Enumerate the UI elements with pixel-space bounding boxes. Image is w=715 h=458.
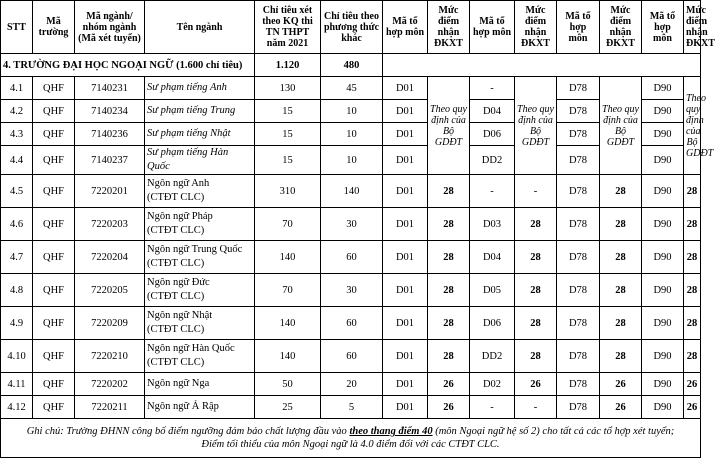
row-ma-to-hop-2: D05 xyxy=(470,274,515,307)
row-ten-nganh-line2: (CTĐT CLC) xyxy=(147,291,205,302)
row-ma-to-hop-4: D90 xyxy=(642,175,684,208)
row-ma-to-hop-2: D04 xyxy=(470,241,515,274)
row-ma-nganh: 7220204 xyxy=(75,241,145,274)
note-emphasis: theo thang điểm 40 xyxy=(349,426,433,437)
row-ma-to-hop-1: D01 xyxy=(383,146,428,175)
row-ten-nganh-line2: (CTĐT CLC) xyxy=(147,225,205,236)
row-chi-tieu-thpt: 25 xyxy=(255,396,321,419)
row-ma-to-hop-1: D01 xyxy=(383,396,428,419)
row-chi-tieu-thpt: 70 xyxy=(255,274,321,307)
header-ma-to-hop-3: Mã tổ hợp môn xyxy=(557,1,600,54)
row-stt: 4.10 xyxy=(1,340,33,373)
row-muc-diem-3: 28 xyxy=(600,175,642,208)
row-stt: 4.5 xyxy=(1,175,33,208)
row-ten-nganh xyxy=(145,100,255,123)
row-muc-diem-4: 28 xyxy=(684,274,701,307)
row-ma-to-hop-3: D78 xyxy=(557,340,600,373)
row-ten-nganh-line1: Sư phạm tiếng Trung xyxy=(147,105,236,116)
row-muc-diem-3: 28 xyxy=(600,208,642,241)
row-chi-tieu-khac: 10 xyxy=(321,100,383,123)
table-row xyxy=(1,146,701,175)
row-muc-diem-1: 26 xyxy=(428,396,470,419)
header-ma-truong: Mã trường xyxy=(33,1,75,54)
row-ten-nganh-line1: Ngôn ngữ Nhật xyxy=(147,310,213,321)
row-chi-tieu-khac: 60 xyxy=(321,241,383,274)
row-ten-nganh-line1: Ngôn ngữ Anh xyxy=(147,178,210,189)
row-ma-nganh: 7220205 xyxy=(75,274,145,307)
table-row xyxy=(1,208,701,241)
row-chi-tieu-thpt: 15 xyxy=(255,146,321,175)
row-ma-nganh: 7140231 xyxy=(75,77,145,100)
row-stt: 4.2 xyxy=(1,100,33,123)
row-ma-nganh: 7220203 xyxy=(75,208,145,241)
header-ma-to-hop-2: Mã tổ hợp môn xyxy=(470,1,515,54)
row-stt: 4.8 xyxy=(1,274,33,307)
header-chi-tieu-thpt: Chỉ tiêu xét theo KQ thi TN THPT năm 2021 xyxy=(255,1,321,54)
row-ten-nganh-line2: (CTĐT CLC) xyxy=(147,258,205,269)
row-ten-nganh xyxy=(145,208,255,241)
row-ten-nganh xyxy=(145,77,255,100)
row-ma-truong: QHF xyxy=(33,241,75,274)
row-ma-to-hop-3: D78 xyxy=(557,100,600,123)
row-ten-nganh xyxy=(145,146,255,175)
row-stt: 4.1 xyxy=(1,77,33,100)
row-ma-to-hop-4: D90 xyxy=(642,396,684,419)
row-ten-nganh xyxy=(145,241,255,274)
row-muc-diem-1: 28 xyxy=(428,208,470,241)
row-muc-diem-3: 26 xyxy=(600,396,642,419)
row-muc-diem-4: 28 xyxy=(684,340,701,373)
row-ma-nganh: 7140234 xyxy=(75,100,145,123)
row-chi-tieu-thpt: 70 xyxy=(255,208,321,241)
header-muc-diem-3: Mức điểm nhận ĐKXT xyxy=(600,1,642,54)
row-muc-diem-3: 28 xyxy=(600,241,642,274)
row-chi-tieu-khac: 5 xyxy=(321,396,383,419)
row-ma-to-hop-1: D01 xyxy=(383,274,428,307)
row-ten-nganh xyxy=(145,123,255,146)
row-ma-to-hop-3: D78 xyxy=(557,307,600,340)
row-chi-tieu-thpt: 15 xyxy=(255,123,321,146)
rule-text-4: Theo quy định của Bộ GDĐT xyxy=(684,77,701,175)
row-muc-diem-3: 26 xyxy=(600,373,642,396)
header-ma-to-hop-4: Mã tổ hợp môn xyxy=(642,1,684,54)
row-chi-tieu-thpt: 130 xyxy=(255,77,321,100)
row-chi-tieu-thpt: 140 xyxy=(255,241,321,274)
row-ma-to-hop-3: D78 xyxy=(557,274,600,307)
row-ma-to-hop-1: D01 xyxy=(383,77,428,100)
row-ma-to-hop-3: D78 xyxy=(557,77,600,100)
header-muc-diem-2: Mức điểm nhận ĐKXT xyxy=(515,1,557,54)
header-ma-nganh: Mã ngành/ nhóm ngành (Mã xét tuyển) xyxy=(75,1,145,54)
row-ma-nganh: 7140237 xyxy=(75,146,145,175)
row-stt: 4.12 xyxy=(1,396,33,419)
row-ma-truong: QHF xyxy=(33,307,75,340)
table-row xyxy=(1,175,701,208)
row-muc-diem-3: 28 xyxy=(600,340,642,373)
row-ma-to-hop-3: D78 xyxy=(557,241,600,274)
row-ma-nganh: 7220209 xyxy=(75,307,145,340)
row-chi-tieu-khac: 45 xyxy=(321,77,383,100)
row-muc-diem-2: 26 xyxy=(515,373,557,396)
row-chi-tieu-thpt: 310 xyxy=(255,175,321,208)
row-stt: 4.6 xyxy=(1,208,33,241)
row-chi-tieu-khac: 30 xyxy=(321,274,383,307)
row-chi-tieu-khac: 30 xyxy=(321,208,383,241)
row-ma-to-hop-2: DD2 xyxy=(470,146,515,175)
row-ma-to-hop-2: D06 xyxy=(470,123,515,146)
row-ma-to-hop-1: D01 xyxy=(383,373,428,396)
row-ma-to-hop-4: D90 xyxy=(642,123,684,146)
table-row xyxy=(1,396,701,419)
row-ten-nganh xyxy=(145,340,255,373)
section-row xyxy=(1,54,701,77)
note-line-2: Điểm tối thiểu của môn Ngoại ngữ là 4.0 điểm đối với các CTĐT CLC. xyxy=(201,439,500,450)
row-ma-to-hop-2: - xyxy=(470,77,515,100)
row-ma-truong: QHF xyxy=(33,396,75,419)
row-chi-tieu-khac: 20 xyxy=(321,373,383,396)
row-ma-nganh: 7140236 xyxy=(75,123,145,146)
row-ten-nganh-line2: (CTĐT CLC) xyxy=(147,357,205,368)
row-ma-to-hop-4: D90 xyxy=(642,77,684,100)
row-chi-tieu-khac: 10 xyxy=(321,123,383,146)
row-chi-tieu-thpt: 140 xyxy=(255,340,321,373)
row-ma-truong: QHF xyxy=(33,373,75,396)
section-title: 4. TRƯỜNG ĐẠI HỌC NGOẠI NGỮ (1.600 chỉ tiêu) xyxy=(1,54,255,77)
header-ma-to-hop-1: Mã tổ hợp môn xyxy=(383,1,428,54)
row-muc-diem-3: 28 xyxy=(600,307,642,340)
row-muc-diem-1: 28 xyxy=(428,307,470,340)
row-muc-diem-4: 28 xyxy=(684,175,701,208)
row-ma-truong: QHF xyxy=(33,208,75,241)
row-muc-diem-1: 28 xyxy=(428,274,470,307)
row-ma-nganh: 7220211 xyxy=(75,396,145,419)
row-ma-to-hop-4: D90 xyxy=(642,340,684,373)
note-line-1 xyxy=(3,425,698,438)
row-ten-nganh xyxy=(145,274,255,307)
row-ma-to-hop-3: D78 xyxy=(557,396,600,419)
row-ten-nganh-line1: Ngôn ngữ Ả Rập xyxy=(147,401,219,412)
row-ma-to-hop-3: D78 xyxy=(557,373,600,396)
row-muc-diem-2: 28 xyxy=(515,340,557,373)
row-chi-tieu-thpt: 15 xyxy=(255,100,321,123)
row-stt: 4.4 xyxy=(1,146,33,175)
row-chi-tieu-khac: 60 xyxy=(321,340,383,373)
row-ten-nganh-line1: Ngôn ngữ Trung Quốc xyxy=(147,244,243,255)
row-muc-diem-3: 28 xyxy=(600,274,642,307)
row-ten-nganh xyxy=(145,373,255,396)
row-chi-tieu-thpt: 140 xyxy=(255,307,321,340)
section-other: 480 xyxy=(321,54,383,77)
row-stt: 4.7 xyxy=(1,241,33,274)
row-ten-nganh xyxy=(145,396,255,419)
row-ten-nganh xyxy=(145,175,255,208)
row-chi-tieu-thpt: 50 xyxy=(255,373,321,396)
row-ma-to-hop-4: D90 xyxy=(642,274,684,307)
row-ma-to-hop-1: D01 xyxy=(383,100,428,123)
header-ten-nganh: Tên ngành xyxy=(145,1,255,54)
row-ma-to-hop-3: D78 xyxy=(557,146,600,175)
row-ma-to-hop-2: - xyxy=(470,175,515,208)
row-ma-to-hop-1: D01 xyxy=(383,307,428,340)
row-muc-diem-2: - xyxy=(515,396,557,419)
row-ma-to-hop-3: D78 xyxy=(557,123,600,146)
table-row xyxy=(1,123,701,146)
header-chi-tieu-khac: Chỉ tiêu theo phương thức khác xyxy=(321,1,383,54)
table-row xyxy=(1,77,701,100)
note-part2: (môn Ngoại ngữ hệ số 2) cho tất cả các tổ hợp xét tuyển; xyxy=(432,426,675,437)
row-muc-diem-2: 28 xyxy=(515,241,557,274)
row-ma-truong: QHF xyxy=(33,77,75,100)
row-ma-to-hop-4: D90 xyxy=(642,146,684,175)
row-ma-truong: QHF xyxy=(33,100,75,123)
row-ma-truong: QHF xyxy=(33,146,75,175)
row-muc-diem-2: 28 xyxy=(515,274,557,307)
row-ma-to-hop-4: D90 xyxy=(642,241,684,274)
row-ma-to-hop-2: D06 xyxy=(470,307,515,340)
row-ten-nganh-line1: Ngôn ngữ Hàn Quốc xyxy=(147,343,235,354)
row-ten-nganh-line1: Sư phạm tiếng Anh xyxy=(147,82,227,93)
rule-text-3: Theo quy định của Bộ GDĐT xyxy=(600,77,642,175)
row-ma-to-hop-2: D03 xyxy=(470,208,515,241)
row-ma-to-hop-4: D90 xyxy=(642,307,684,340)
row-chi-tieu-khac: 60 xyxy=(321,307,383,340)
row-ma-truong: QHF xyxy=(33,123,75,146)
row-muc-diem-1: 28 xyxy=(428,241,470,274)
row-ten-nganh-line1: Sư phạm tiếng Nhật xyxy=(147,128,231,139)
row-ma-to-hop-1: D01 xyxy=(383,340,428,373)
row-ma-to-hop-2: D04 xyxy=(470,100,515,123)
section-blank xyxy=(383,54,701,77)
table-row xyxy=(1,373,701,396)
row-muc-diem-4: 28 xyxy=(684,307,701,340)
row-ten-nganh-line1: Sư phạm tiếng Hàn Quốc xyxy=(147,147,229,172)
note-part1: Ghi chú: Trường ĐHNN công bố điểm ngưỡng đảm bảo chất lượng đầu vào xyxy=(26,426,350,437)
row-ma-to-hop-2: - xyxy=(470,396,515,419)
row-muc-diem-4: 26 xyxy=(684,396,701,419)
table-row xyxy=(1,340,701,373)
row-ma-truong: QHF xyxy=(33,175,75,208)
row-ma-nganh: 7220201 xyxy=(75,175,145,208)
table-row xyxy=(1,307,701,340)
row-ma-to-hop-1: D01 xyxy=(383,208,428,241)
row-ten-nganh xyxy=(145,307,255,340)
row-ma-to-hop-4: D90 xyxy=(642,373,684,396)
header-row xyxy=(1,1,701,54)
row-chi-tieu-khac: 140 xyxy=(321,175,383,208)
row-ten-nganh-line1: Ngôn ngữ Pháp xyxy=(147,211,213,222)
row-ma-nganh: 7220210 xyxy=(75,340,145,373)
table-body xyxy=(1,54,714,458)
row-ma-to-hop-4: D90 xyxy=(642,100,684,123)
row-muc-diem-1: 26 xyxy=(428,373,470,396)
row-ten-nganh-line1: Ngôn ngữ Nga xyxy=(147,378,210,389)
header-muc-diem-4: Mức điểm nhận ĐKXT xyxy=(684,1,701,54)
row-muc-diem-4: 26 xyxy=(684,373,701,396)
row-ten-nganh-line1: Ngôn ngữ Đức xyxy=(147,277,210,288)
row-ma-to-hop-1: D01 xyxy=(383,241,428,274)
row-ma-to-hop-3: D78 xyxy=(557,208,600,241)
row-ma-to-hop-2: D02 xyxy=(470,373,515,396)
row-muc-diem-4: 28 xyxy=(684,241,701,274)
note-row xyxy=(1,419,701,458)
row-ma-to-hop-2: DD2 xyxy=(470,340,515,373)
row-ten-nganh-line2: (CTĐT CLC) xyxy=(147,324,205,335)
row-chi-tieu-khac: 10 xyxy=(321,146,383,175)
table-row xyxy=(1,100,701,123)
row-muc-diem-1: 28 xyxy=(428,175,470,208)
note-cell xyxy=(1,419,701,458)
row-muc-diem-4: 28 xyxy=(684,208,701,241)
rule-text-1: Theo quy định của Bộ GDĐT xyxy=(428,77,470,175)
row-ma-to-hop-1: D01 xyxy=(383,123,428,146)
row-ma-to-hop-4: D90 xyxy=(642,208,684,241)
row-stt: 4.11 xyxy=(1,373,33,396)
row-muc-diem-1: 28 xyxy=(428,340,470,373)
row-ma-to-hop-1: D01 xyxy=(383,175,428,208)
row-ten-nganh-line2: (CTĐT CLC) xyxy=(147,192,205,203)
row-stt: 4.3 xyxy=(1,123,33,146)
row-muc-diem-2: 28 xyxy=(515,208,557,241)
row-stt: 4.9 xyxy=(1,307,33,340)
section-thpt: 1.120 xyxy=(255,54,321,77)
row-ma-truong: QHF xyxy=(33,274,75,307)
header-muc-diem-1: Mức điểm nhận ĐKXT xyxy=(428,1,470,54)
rule-text-2: Theo quy định của Bộ GDĐT xyxy=(515,77,557,175)
row-ma-nganh: 7220202 xyxy=(75,373,145,396)
table-row xyxy=(1,274,701,307)
row-muc-diem-2: - xyxy=(515,175,557,208)
row-muc-diem-2: 28 xyxy=(515,307,557,340)
header-stt: STT xyxy=(1,1,33,54)
row-ma-to-hop-3: D78 xyxy=(557,175,600,208)
row-ma-truong: QHF xyxy=(33,340,75,373)
table-row xyxy=(1,241,701,274)
